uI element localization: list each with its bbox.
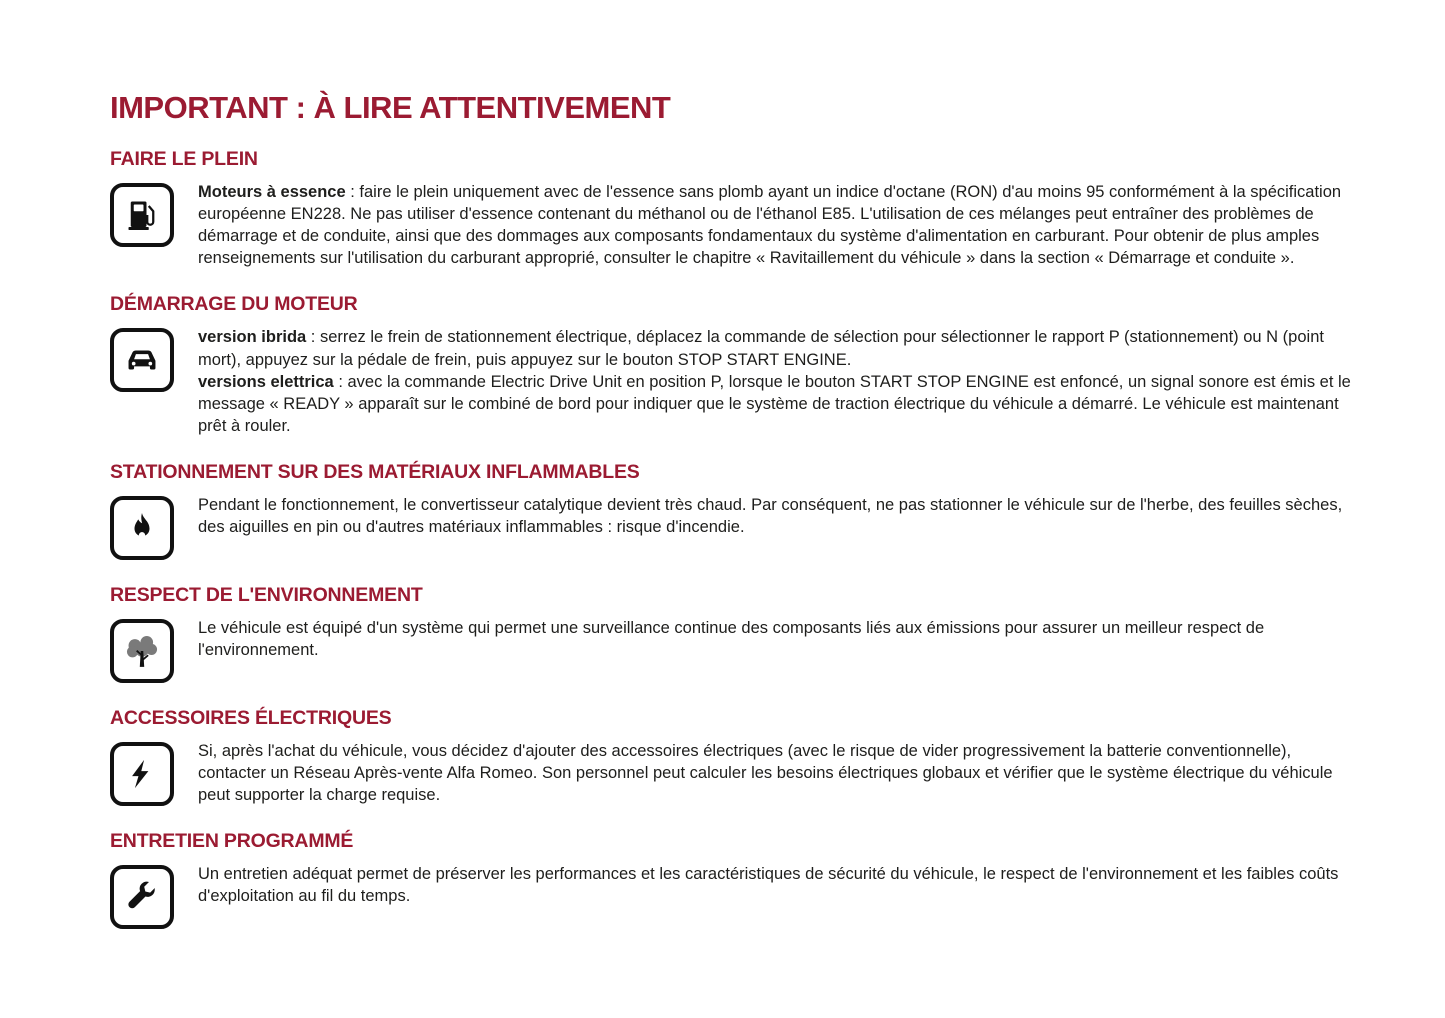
flame-icon: [110, 496, 174, 560]
wrench-icon: [110, 865, 174, 929]
paragraph-lead: versions elettrica: [198, 372, 334, 391]
paragraph-body: Si, après l'achat du véhicule, vous décidez d'ajouter des accessoires électriques (avec le risque de vider progressivement la batterie conventionnelle), contacter un Réseau Après-vente Alfa Romeo. Son personnel peut calculer les besoins électriques globaux et vérifier que le système électrique du véhicule peut supporter la charge requise.: [198, 741, 1333, 805]
section-text: [198, 863, 1363, 907]
paragraph-body: Pendant le fonctionnement, le convertisseur catalytique devient très chaud. Par conséquent, ne pas stationner le véhicule sur de l'herbe, des feuilles sèches, des aiguilles en pin ou d'autres matériaux inflammables : risque d'incendie.: [198, 495, 1343, 537]
section-demarrage-du-moteur: [110, 293, 1363, 437]
paragraph: [198, 617, 1363, 661]
section-text: [198, 494, 1363, 538]
section-respect-environnement: [110, 584, 1363, 683]
paragraph-body: : faire le plein uniquement avec de l'essence sans plomb ayant un indice d'octane (RON) d'au moins 95 conformément à la spécification européenne EN228. Ne pas utiliser d'essence contenant du méthanol ou de l'éthanol E85. L'utilisation de ces mélanges peut entraîner des problèmes de démarrage et de conduite, ainsi que des dommages aux composants fondamentaux du système d'alimentation en carburant. Pour obtenir de plus amples renseignements sur l'utilisation du carburant approprié, consulter le chapitre « Ravitaillement du véhicule » dans la section « Démarrage et conduite ».: [198, 183, 1342, 268]
section-text: [198, 740, 1363, 806]
section-heading: STATIONNEMENT SUR DES MATÉRIAUX INFLAMMABLES: [110, 460, 640, 483]
paragraph: [198, 181, 1363, 269]
section-faire-le-plein: [110, 148, 1363, 269]
page-title: IMPORTANT : À LIRE ATTENTIVEMENT: [110, 90, 671, 125]
paragraph-body: Un entretien adéquat permet de préserver les performances et les caractéristiques de sécurité du véhicule, le respect de l'environnement et les faibles coûts d'exploitation au fil du temps.: [198, 865, 1339, 906]
fuel-pump-icon: [110, 183, 174, 247]
paragraph-body: : serrez le frein de stationnement électrique, déplacez la commande de sélection pour sélectionner le rapport P (stationnement) ou N (point mort), appuyez sur la pédale de frein, puis appuyez sur le bouton STOP START ENGINE.: [198, 328, 1324, 369]
section-text: [198, 617, 1363, 661]
lightning-icon: [110, 742, 174, 806]
tree-icon: [110, 619, 174, 683]
section-heading: ENTRETIEN PROGRAMMÉ: [110, 830, 354, 853]
section-entretien-programme: [110, 830, 1363, 929]
paragraph-lead: Moteurs à essence: [198, 183, 346, 201]
section-accessoires-electriques: [110, 707, 1363, 806]
paragraph-body: Le véhicule est équipé d'un système qui permet une surveillance continue des composants liés aux émissions pour assurer un meilleur respect de l'environnement.: [198, 618, 1265, 660]
paragraph: [198, 863, 1363, 907]
paragraph: [198, 494, 1363, 538]
paragraph: [198, 740, 1363, 806]
section-stationnement-materiaux-inflammables: [110, 461, 1363, 560]
section-heading: DÉMARRAGE DU MOTEUR: [110, 293, 358, 316]
paragraph: [198, 326, 1363, 370]
paragraph: [198, 371, 1363, 437]
section-text: [198, 181, 1363, 269]
paragraph-lead: version ibrida: [198, 328, 307, 347]
car-icon: [110, 328, 174, 392]
section-heading: ACCESSOIRES ÉLECTRIQUES: [110, 706, 392, 729]
section-heading: RESPECT DE L'ENVIRONNEMENT: [110, 583, 423, 606]
paragraph-body: : avec la commande Electric Drive Unit en position P, lorsque le bouton START STOP ENGINE est enfoncé, un signal sonore est émis et le message « READY » apparaît sur le combiné de bord pour indiquer que le système de traction électrique du véhicule a démarré. Le véhicule est maintenant prêt à rouler.: [198, 372, 1351, 435]
section-text: [198, 326, 1363, 437]
section-heading: FAIRE LE PLEIN: [110, 148, 258, 170]
